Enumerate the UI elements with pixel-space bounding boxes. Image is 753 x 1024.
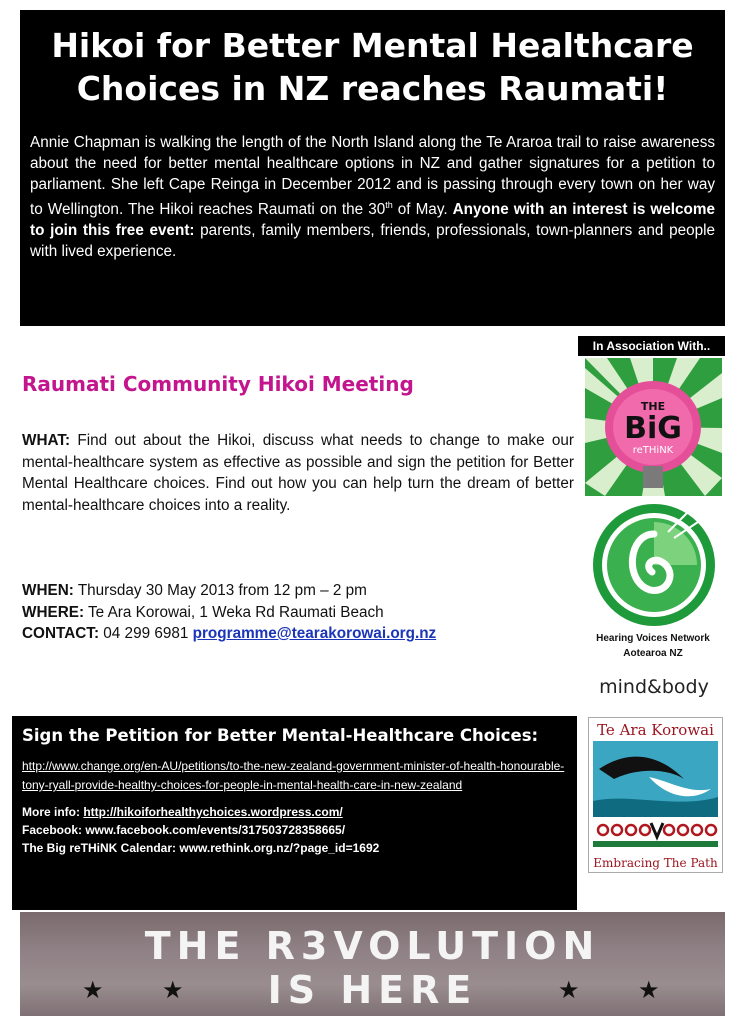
intro-text-2: of May. bbox=[392, 201, 453, 219]
intro-text-1: Annie Chapman is walking the length of the North Island along the Te Araroa trail to raise awareness about the need for better mental healthcare options in NZ and gather signatures for a petition to parliament. She left Cape Reinga in December 2012 and is passing through every town on her way to Wellington. The Hikoi reaches Raumati on the 30 bbox=[30, 134, 715, 219]
big-rethink-logo bbox=[585, 358, 722, 496]
revolution-banner bbox=[20, 912, 725, 1016]
intro-text-3: parents, family members, friends, professionals, town-planners and people with lived experience. bbox=[30, 222, 715, 261]
star-icon: ★ bbox=[638, 977, 660, 1004]
what-label: WHAT: bbox=[22, 432, 71, 449]
rethink-the-text: THE bbox=[640, 400, 666, 413]
page-title bbox=[20, 10, 725, 110]
facebook-line: Facebook: www.facebook.com/events/317503728358665/ bbox=[22, 823, 346, 837]
petition-title: Sign the Petition for Better Mental-Healthcare Choices: bbox=[22, 726, 539, 745]
petition-link[interactable]: http://www.change.org/en-AU/petitions/to-the-new-zealand-government-minister-of-health-honourable-tony-ryall-provide-healthy-choices-for-people-in-mental-health-care-in-new-zealand bbox=[22, 759, 565, 792]
intro-superscript: th bbox=[385, 200, 393, 210]
where-text: Te Ara Korowai, 1 Weka Rd Raumati Beach bbox=[84, 603, 384, 621]
mind-body-logo: mind&body bbox=[599, 676, 709, 698]
contact-label: CONTACT: bbox=[22, 625, 100, 642]
title-line-2: Choices in NZ reaches Raumati! bbox=[76, 69, 669, 108]
title-line-1: Hikoi for Better Mental Healthcare bbox=[51, 26, 694, 65]
hvn-line-2: Aotearoa NZ bbox=[623, 648, 683, 659]
meeting-details bbox=[22, 580, 582, 645]
more-info-link[interactable]: http://hikoiforhealthychoices.wordpress.com/ bbox=[83, 805, 343, 819]
more-info-label: More info: bbox=[22, 805, 84, 819]
big-rethink-logo-graphic bbox=[585, 358, 722, 496]
intro-paragraph bbox=[20, 132, 725, 262]
intro-bold-text: Anyone with an interest is welcome to join this free event: bbox=[30, 201, 715, 240]
contact-email-link[interactable]: programme@tearakorowai.org.nz bbox=[192, 625, 437, 642]
tak-graphic bbox=[589, 739, 722, 851]
where-line bbox=[22, 602, 582, 624]
when-text: Thursday 30 May 2013 from 12 pm – 2 pm bbox=[73, 582, 367, 599]
more-info-line bbox=[22, 803, 567, 821]
petition-info bbox=[12, 795, 577, 857]
star-icon: ★ bbox=[162, 977, 184, 1004]
rethink-text: reTHiNK bbox=[632, 445, 674, 456]
star-icon: ★ bbox=[558, 977, 580, 1004]
where-label: WHERE: bbox=[22, 603, 85, 621]
petition-panel bbox=[12, 716, 577, 910]
when-label: WHEN: bbox=[22, 582, 74, 599]
tak-subtitle: Embracing The Path bbox=[593, 856, 718, 870]
tak-title: Te Ara Korowai bbox=[597, 721, 714, 739]
meeting-title: Raumati Community Hikoi Meeting bbox=[22, 372, 414, 396]
banner-line-1: THE R3VOLUTION bbox=[144, 924, 601, 968]
when-line bbox=[22, 580, 582, 602]
hearing-voices-logo bbox=[588, 502, 720, 628]
association-label: In Association With.. bbox=[578, 336, 725, 356]
contact-phone: 04 299 6981 bbox=[99, 625, 193, 642]
rethink-big-text: BiG bbox=[624, 411, 682, 446]
hearing-voices-caption bbox=[578, 631, 728, 661]
header-panel bbox=[20, 10, 725, 326]
calendar-line: The Big reTHiNK Calendar: www.rethink.org.nz/?page_id=1692 bbox=[22, 841, 380, 855]
hvn-line-1: Hearing Voices Network bbox=[596, 633, 710, 644]
hearing-voices-logo-graphic bbox=[588, 502, 720, 628]
te-ara-korowai-logo bbox=[588, 717, 723, 873]
banner-line-2: IS HERE bbox=[267, 968, 478, 1012]
what-text: Find out about the Hikoi, discuss what needs to change to make our mental-healthcare system as effective as possible and sign the petition for Better Mental Healthcare choices. Find out how you can help turn the dream of better mental-healthcare choices into a reality. bbox=[22, 432, 574, 514]
star-icon: ★ bbox=[82, 977, 104, 1004]
contact-line bbox=[22, 623, 582, 645]
what-paragraph bbox=[22, 430, 574, 516]
